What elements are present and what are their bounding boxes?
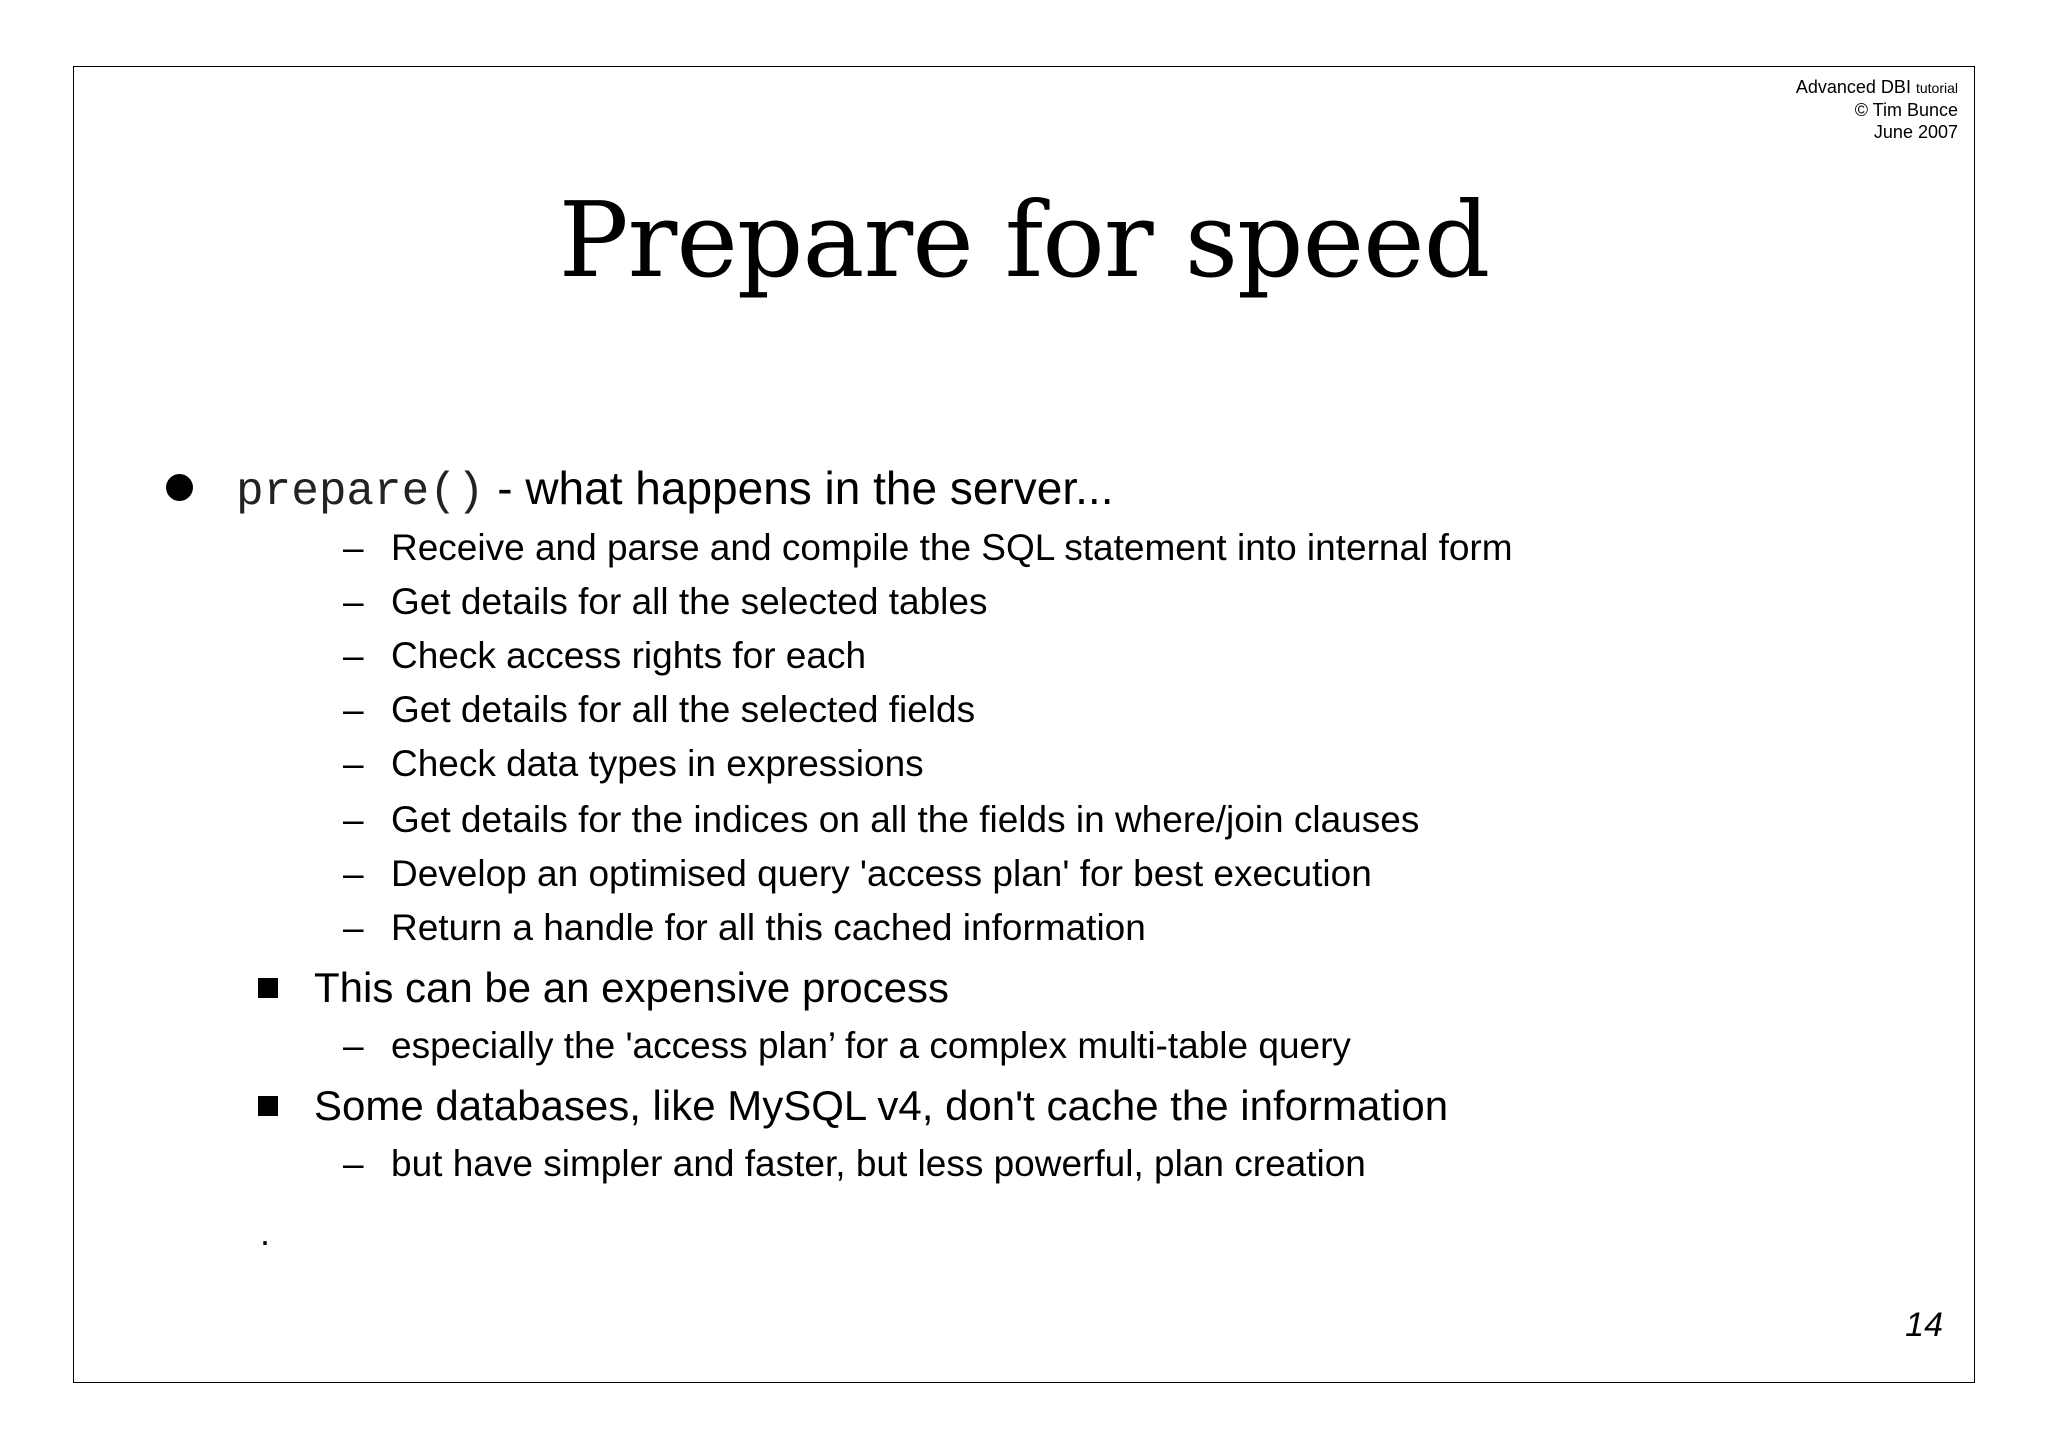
step-text: Check data types in expressions: [391, 743, 924, 784]
code-prepare: prepare(): [236, 466, 485, 518]
dash-bullet-icon: –: [343, 743, 364, 784]
header-course-small: tutorial: [1915, 80, 1958, 96]
step-text: Get details for all the selected fields: [391, 689, 976, 730]
dash-bullet-icon: –: [343, 527, 364, 568]
dash-bullet-icon: –: [343, 799, 364, 840]
dash-bullet-icon: –: [343, 581, 364, 622]
slide-header-meta: [1796, 76, 1958, 143]
dash-bullet-icon: –: [343, 1143, 364, 1184]
dash-bullet-icon: –: [343, 853, 364, 894]
main-bullet-label: - what happens in the server...: [484, 462, 1114, 514]
step-text: Return a handle for all this cached information: [391, 907, 1146, 948]
dash-bullet-icon: –: [343, 635, 364, 676]
slide-title: Prepare for speed: [558, 179, 1490, 301]
header-line-1: [1796, 76, 1958, 99]
header-date: June 2007: [1873, 122, 1958, 142]
stray-period: .: [260, 1212, 271, 1253]
main-bullet-text: [236, 460, 1113, 520]
dash-bullet-icon: –: [343, 689, 364, 730]
point-subitem-text: but have simpler and faster, but less powerful, plan creation: [391, 1143, 1366, 1184]
dash-bullet-icon: –: [343, 907, 364, 948]
square-bullet-icon: [258, 1096, 278, 1116]
point-text: This can be an expensive process: [314, 964, 950, 1011]
square-bullet-icon: [258, 978, 278, 998]
step-text: Get details for all the selected tables: [391, 581, 988, 622]
round-bullet-icon: [166, 474, 193, 501]
point-subitem-text: especially the 'access plan’ for a complex multi-table query: [391, 1025, 1351, 1066]
point-text: Some databases, like MySQL v4, don't cache the information: [314, 1082, 1449, 1129]
step-text: Check access rights for each: [391, 635, 867, 676]
dash-bullet-icon: –: [343, 1025, 364, 1066]
header-author: © Tim Bunce: [1854, 100, 1958, 120]
header-course: Advanced DBI: [1795, 77, 1911, 97]
step-text: Receive and parse and compile the SQL statement into internal form: [391, 527, 1513, 568]
step-text: Get details for the indices on all the fields in where/join clauses: [391, 799, 1420, 840]
step-text: Develop an optimised query 'access plan' for best execution: [391, 853, 1372, 894]
page-number: 14: [1905, 1306, 1943, 1344]
